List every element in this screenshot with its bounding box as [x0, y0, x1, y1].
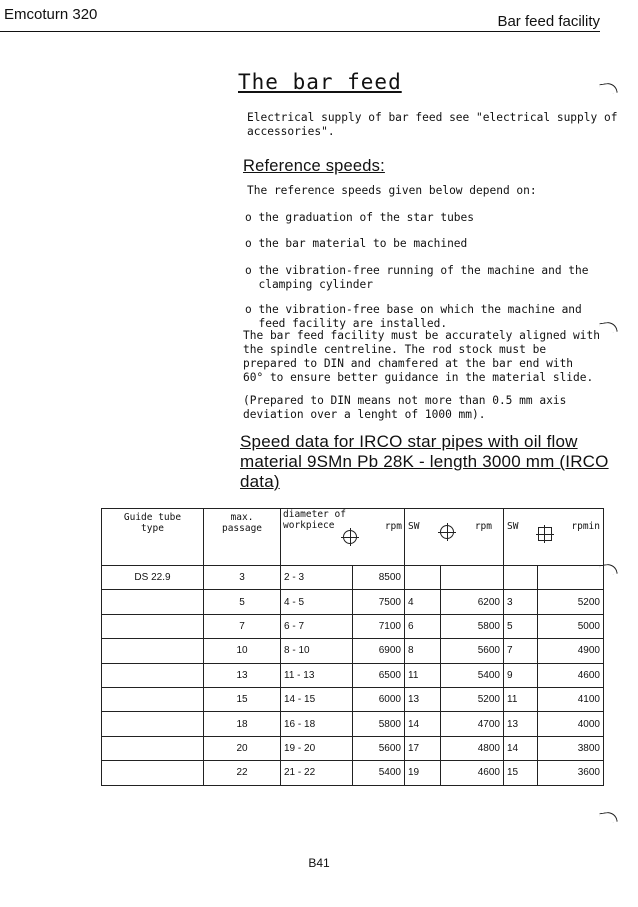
bullet-item: o the vibration-free running of the machine and the clamping cylinder	[245, 264, 589, 291]
cell-rpm-square: 4000	[538, 712, 604, 736]
cell-rpm-round: 5600	[353, 736, 405, 760]
reference-intro: The reference speeds given below depend on:	[247, 184, 537, 197]
cell-max-passage: 15	[204, 687, 281, 711]
speed-data-heading: Speed data for IRCO star pipes with oil flow material 9SMn Pb 28K - length 3000 mm (IRCO data)	[240, 432, 609, 491]
cell-rpm-round: 6500	[353, 663, 405, 687]
cell-rpm-square: 5000	[538, 614, 604, 638]
table-row	[102, 566, 604, 590]
header-sw-rpm-cell	[405, 509, 504, 566]
square-bar-symbol-icon	[538, 527, 552, 541]
table-row	[102, 663, 604, 687]
cell-max-passage: 7	[204, 614, 281, 638]
cell-guide-type	[102, 663, 204, 687]
cell-sw-hex: 11	[405, 663, 441, 687]
cell-diameter: 4 - 5	[281, 590, 353, 614]
cell-sw-hex: 4	[405, 590, 441, 614]
cell-rpm-round: 5800	[353, 712, 405, 736]
cell-sw-hex: 6	[405, 614, 441, 638]
cell-rpm-square: 4600	[538, 663, 604, 687]
cell-max-passage: 18	[204, 712, 281, 736]
table-row	[102, 687, 604, 711]
cell-rpm-square: 3600	[538, 761, 604, 785]
margin-change-mark	[599, 82, 617, 95]
cell-rpm-hex	[441, 566, 504, 590]
cell-rpm-square: 5200	[538, 590, 604, 614]
cell-diameter: 14 - 15	[281, 687, 353, 711]
cell-guide-type	[102, 614, 204, 638]
cell-guide-type	[102, 712, 204, 736]
bullet-item: o the graduation of the star tubes	[245, 211, 475, 224]
header-diameter-rpm-cell	[281, 509, 405, 566]
cell-rpm-round: 7500	[353, 590, 405, 614]
header-manual-title: Emcoturn 320	[4, 6, 98, 23]
header-section-title: Bar feed facility	[497, 13, 600, 30]
cell-sw-hex	[405, 566, 441, 590]
cell-sw-hex: 13	[405, 687, 441, 711]
cell-diameter: 21 - 22	[281, 761, 353, 785]
cell-guide-type	[102, 687, 204, 711]
cell-diameter: 16 - 18	[281, 712, 353, 736]
header-max-passage: max. passage	[204, 509, 281, 566]
header-rpm-1: rpm	[384, 521, 402, 532]
cell-sw-hex: 19	[405, 761, 441, 785]
cell-guide-type	[102, 736, 204, 760]
cell-rpm-round: 7100	[353, 614, 405, 638]
header-rpmin: rpmin	[571, 521, 600, 532]
cell-rpm-round: 6000	[353, 687, 405, 711]
cell-rpm-hex: 4700	[441, 712, 504, 736]
cell-rpm-round: 6900	[353, 639, 405, 663]
cell-sw-square: 14	[504, 736, 538, 760]
cell-rpm-round: 5400	[353, 761, 405, 785]
cell-sw-square: 3	[504, 590, 538, 614]
cell-rpm-hex: 5800	[441, 614, 504, 638]
cell-sw-square: 15	[504, 761, 538, 785]
header-sw-2: SW	[507, 521, 519, 532]
table-row	[102, 712, 604, 736]
cell-diameter: 19 - 20	[281, 736, 353, 760]
cell-guide-type: DS 22.9	[102, 566, 204, 590]
header-rpm-2: rpm	[474, 521, 492, 532]
cell-rpm-hex: 4800	[441, 736, 504, 760]
speed-data-table	[101, 508, 604, 786]
round-bar-symbol-icon	[343, 530, 357, 544]
cell-sw-square: 5	[504, 614, 538, 638]
cell-guide-type	[102, 639, 204, 663]
cell-diameter: 8 - 10	[281, 639, 353, 663]
cell-sw-hex: 14	[405, 712, 441, 736]
cell-rpm-round: 8500	[353, 566, 405, 590]
cell-max-passage: 3	[204, 566, 281, 590]
reference-speeds-heading: Reference speeds:	[243, 157, 385, 175]
cell-diameter: 2 - 3	[281, 566, 353, 590]
cell-sw-square: 11	[504, 687, 538, 711]
header-diameter-of-workpiece: diameter of workpiece	[283, 509, 346, 531]
header-guide-tube-type: Guide tube type	[102, 509, 204, 566]
page-number: B41	[308, 856, 330, 870]
table-body	[102, 566, 604, 786]
alignment-text: The bar feed facility must be accurately aligned with the spindle centreline. The rod stock must be prepared to DIN and chamfered at the bar end with 60° to ensure better guidance in the material slide.	[243, 329, 600, 384]
header-sw-rpmin-cell	[504, 509, 604, 566]
cell-max-passage: 5	[204, 590, 281, 614]
cell-sw-square: 13	[504, 712, 538, 736]
cell-sw-hex: 8	[405, 639, 441, 663]
cell-rpm-square: 4100	[538, 687, 604, 711]
header-rule	[0, 31, 600, 32]
header-sw-1: SW	[408, 521, 420, 532]
cell-rpm-hex: 5200	[441, 687, 504, 711]
table-row	[102, 761, 604, 785]
cell-sw-square: 9	[504, 663, 538, 687]
cell-rpm-hex: 5600	[441, 639, 504, 663]
din-note: (Prepared to DIN means not more than 0.5 mm axis deviation over a lenght of 1000 mm).	[243, 394, 567, 421]
margin-change-mark	[599, 811, 617, 824]
cell-max-passage: 10	[204, 639, 281, 663]
cell-rpm-hex: 6200	[441, 590, 504, 614]
cell-rpm-square: 4900	[538, 639, 604, 663]
intro-text: Electrical supply of bar feed see "electrical supply of accessories".	[247, 111, 618, 138]
cell-sw-hex: 17	[405, 736, 441, 760]
cell-max-passage: 20	[204, 736, 281, 760]
cell-rpm-hex: 5400	[441, 663, 504, 687]
table-row	[102, 639, 604, 663]
margin-change-mark	[599, 321, 617, 334]
cell-max-passage: 22	[204, 761, 281, 785]
hexagon-bar-symbol-icon	[440, 525, 454, 539]
cell-rpm-square	[538, 566, 604, 590]
bullet-item: o the vibration-free base on which the machine and feed facility are installed.	[245, 303, 582, 330]
cell-rpm-square: 3800	[538, 736, 604, 760]
table-row	[102, 614, 604, 638]
page-title: The bar feed	[238, 70, 402, 94]
table-header-row	[102, 509, 604, 566]
cell-diameter: 6 - 7	[281, 614, 353, 638]
bullet-item: o the bar material to be machined	[245, 237, 468, 250]
cell-max-passage: 13	[204, 663, 281, 687]
cell-sw-square	[504, 566, 538, 590]
table-row	[102, 590, 604, 614]
cell-guide-type	[102, 761, 204, 785]
cell-sw-square: 7	[504, 639, 538, 663]
table-row	[102, 736, 604, 760]
margin-change-mark	[599, 563, 617, 576]
cell-rpm-hex: 4600	[441, 761, 504, 785]
cell-guide-type	[102, 590, 204, 614]
cell-diameter: 11 - 13	[281, 663, 353, 687]
